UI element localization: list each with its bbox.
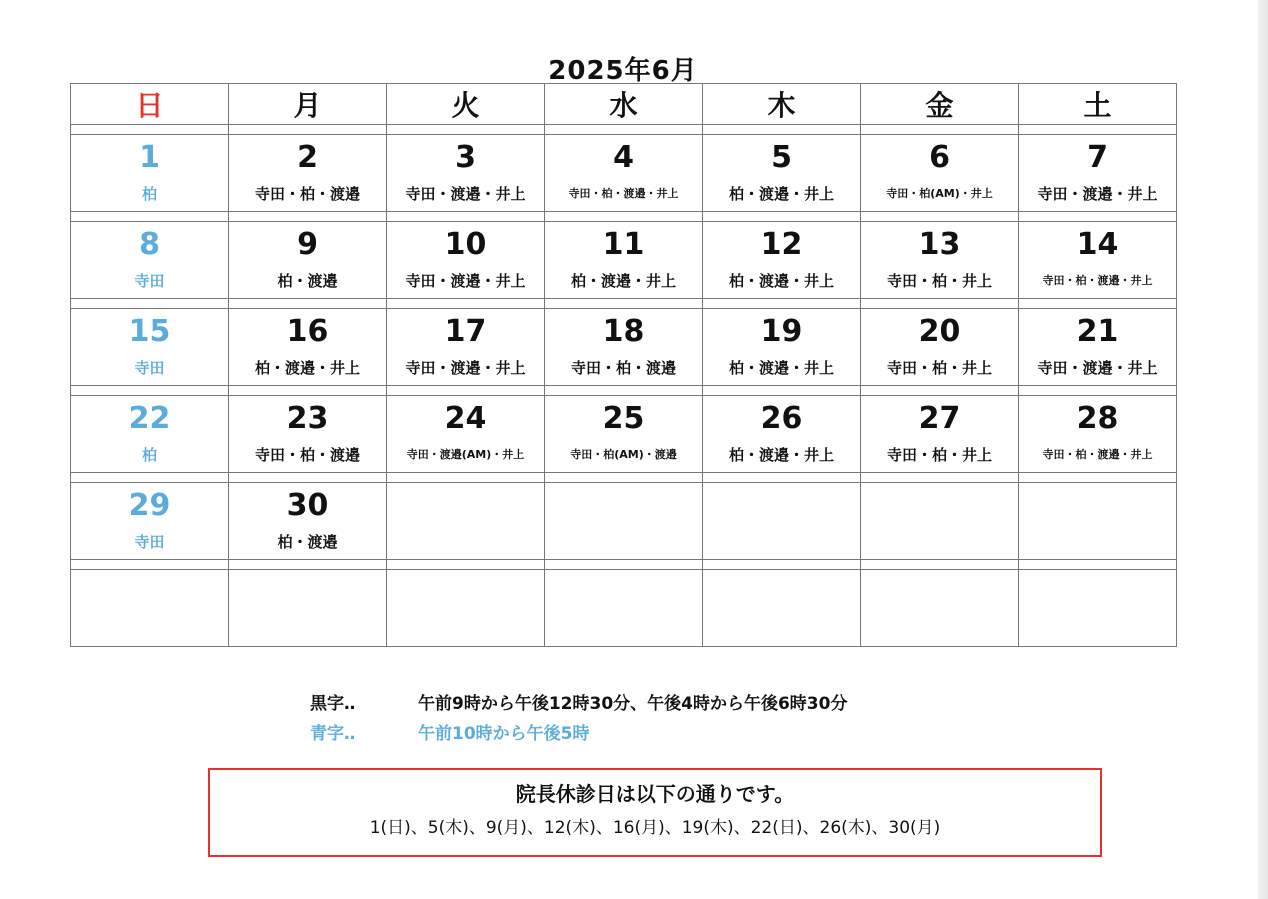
- day-number: 21: [1076, 314, 1119, 349]
- day-number: 5: [771, 140, 792, 175]
- day-cell: [387, 222, 545, 299]
- spacer-cell: [1019, 299, 1177, 309]
- spacer-cell: [1019, 212, 1177, 222]
- staff-names: 寺田: [134, 533, 165, 551]
- day-cell: [71, 222, 229, 299]
- staff-names: 寺田: [134, 359, 165, 377]
- spacer-cell: [861, 212, 1019, 222]
- spacer-cell: [545, 212, 703, 222]
- day-number: 29: [128, 488, 171, 523]
- day-number: 6: [929, 140, 950, 175]
- legend-black-text: 午前9時から午後12時30分、午後4時から午後6時30分: [418, 694, 848, 714]
- day-cell: [703, 135, 861, 212]
- week-row: [71, 483, 1177, 560]
- spacer-cell: [545, 473, 703, 483]
- day-cell: [703, 309, 861, 386]
- day-number: 26: [760, 401, 803, 436]
- spacer-cell: [387, 386, 545, 396]
- spacer-cell: [387, 473, 545, 483]
- week-row: [71, 135, 1177, 212]
- empty-cell: [71, 570, 229, 647]
- spacer-row: [71, 125, 1177, 135]
- weekday-header: 月: [229, 84, 387, 125]
- spacer-cell: [1019, 560, 1177, 570]
- week-row: [71, 396, 1177, 473]
- spacer-cell: [229, 299, 387, 309]
- spacer-cell: [703, 125, 861, 135]
- spacer-cell: [703, 386, 861, 396]
- day-number: 18: [602, 314, 645, 349]
- day-cell: [545, 483, 703, 560]
- staff-names: 柏・渡邉・井上: [728, 185, 834, 203]
- spacer-cell: [703, 473, 861, 483]
- day-cell: [1019, 222, 1177, 299]
- day-number: 17: [444, 314, 487, 349]
- day-cell: [545, 135, 703, 212]
- spacer-cell: [703, 212, 861, 222]
- spacer-cell: [229, 386, 387, 396]
- empty-cell: [229, 570, 387, 647]
- day-number: 15: [128, 314, 171, 349]
- staff-names: 寺田・渡邉・井上: [405, 272, 526, 290]
- spacer-cell: [861, 386, 1019, 396]
- spacer-cell: [1019, 125, 1177, 135]
- week-row: [71, 309, 1177, 386]
- spacer-cell: [545, 125, 703, 135]
- day-cell: [387, 135, 545, 212]
- day-cell: [703, 222, 861, 299]
- empty-cell: [703, 570, 861, 647]
- spacer-cell: [71, 386, 229, 396]
- weekday-header: 火: [387, 84, 545, 125]
- day-cell: [71, 396, 229, 473]
- day-cell: [71, 483, 229, 560]
- empty-cell: [1019, 570, 1177, 647]
- day-number: 9: [297, 227, 318, 262]
- staff-names: 寺田・渡邉・井上: [405, 185, 526, 203]
- calendar-title: 2025年6月: [548, 56, 698, 86]
- legend-blue: [310, 719, 590, 744]
- staff-names: 柏・渡邉: [277, 533, 338, 551]
- spacer-cell: [71, 125, 229, 135]
- day-cell: [703, 396, 861, 473]
- spacer-cell: [861, 560, 1019, 570]
- staff-names: 寺田・渡邉・井上: [1037, 185, 1158, 203]
- day-cell: [387, 483, 545, 560]
- spacer-cell: [229, 212, 387, 222]
- spacer-row: [71, 386, 1177, 396]
- spacer-cell: [861, 125, 1019, 135]
- day-number: 10: [444, 227, 487, 262]
- day-number: 16: [286, 314, 329, 349]
- week-row: [71, 222, 1177, 299]
- day-cell: [545, 396, 703, 473]
- spacer-cell: [703, 560, 861, 570]
- day-cell: [229, 222, 387, 299]
- day-number: 14: [1076, 227, 1119, 262]
- day-cell: [861, 483, 1019, 560]
- weekday-header: 水: [545, 84, 703, 125]
- day-number: 19: [760, 314, 803, 349]
- spacer-row: [71, 299, 1177, 309]
- day-number: 11: [602, 227, 645, 262]
- staff-names: 柏・渡邉・井上: [728, 359, 834, 377]
- legend-blue-label: 青字‥: [310, 724, 356, 744]
- spacer-row: [71, 212, 1177, 222]
- day-cell: [229, 135, 387, 212]
- day-number: 20: [918, 314, 961, 349]
- day-number: 24: [444, 401, 487, 436]
- spacer-cell: [1019, 473, 1177, 483]
- spacer-cell: [71, 299, 229, 309]
- day-cell: [545, 309, 703, 386]
- weekday-header: 金: [861, 84, 1019, 125]
- staff-names: 柏: [141, 185, 157, 203]
- day-number: 28: [1076, 401, 1119, 436]
- day-number: 8: [139, 227, 160, 262]
- spacer-cell: [545, 299, 703, 309]
- legend-blue-text: 午前10時から午後5時: [418, 724, 590, 744]
- day-cell: [71, 309, 229, 386]
- spacer-cell: [229, 125, 387, 135]
- spacer-cell: [71, 560, 229, 570]
- day-cell: [229, 309, 387, 386]
- day-number: 1: [139, 140, 160, 175]
- day-number: 13: [918, 227, 961, 262]
- weekday-header: 木: [703, 84, 861, 125]
- day-number: 4: [613, 140, 634, 175]
- day-number: 7: [1087, 140, 1108, 175]
- calendar-grid: [70, 83, 1177, 647]
- day-cell: [861, 396, 1019, 473]
- staff-names: 寺田・柏・井上: [886, 359, 992, 377]
- day-number: 30: [286, 488, 329, 523]
- spacer-cell: [71, 212, 229, 222]
- day-cell: [387, 396, 545, 473]
- staff-names: 寺田・柏・渡邉・井上: [568, 187, 679, 200]
- day-cell: [71, 135, 229, 212]
- staff-names: 柏・渡邉・井上: [254, 359, 360, 377]
- weekday-header-row: [71, 84, 1177, 125]
- staff-names: 寺田・渡邉(AM)・井上: [406, 448, 525, 461]
- staff-names: 柏・渡邉・井上: [728, 446, 834, 464]
- day-cell: [387, 309, 545, 386]
- staff-names: 寺田・柏・渡邉・井上: [1042, 448, 1153, 461]
- page-edge-shadow: [1258, 0, 1268, 899]
- staff-names: 寺田・柏・渡邉: [254, 185, 360, 203]
- day-cell: [861, 222, 1019, 299]
- weekday-header: 土: [1019, 84, 1177, 125]
- staff-names: 柏: [141, 446, 157, 464]
- day-cell: [1019, 483, 1177, 560]
- spacer-cell: [545, 560, 703, 570]
- day-cell: [861, 135, 1019, 212]
- legend-black-label: 黒字‥: [310, 694, 356, 714]
- empty-cell: [387, 570, 545, 647]
- weekday-header: 日: [71, 84, 229, 125]
- day-number: 23: [286, 401, 329, 436]
- spacer-cell: [229, 560, 387, 570]
- staff-names: 寺田・柏・井上: [886, 272, 992, 290]
- spacer-cell: [861, 299, 1019, 309]
- staff-names: 寺田・渡邉・井上: [1037, 359, 1158, 377]
- staff-names: 寺田・柏・渡邉・井上: [1042, 274, 1153, 287]
- spacer-cell: [71, 473, 229, 483]
- day-number: 25: [602, 401, 645, 436]
- empty-cell: [545, 570, 703, 647]
- staff-names: 寺田・柏(AM)・井上: [886, 187, 993, 200]
- day-number: 12: [760, 227, 803, 262]
- day-cell: [229, 396, 387, 473]
- spacer-cell: [861, 473, 1019, 483]
- day-cell: [1019, 309, 1177, 386]
- staff-names: 柏・渡邉・井上: [728, 272, 834, 290]
- staff-names: 寺田・柏・渡邉: [570, 359, 676, 377]
- day-number: 2: [297, 140, 318, 175]
- empty-week-row: [71, 570, 1177, 647]
- day-cell: [703, 483, 861, 560]
- staff-names: 寺田・柏・井上: [886, 446, 992, 464]
- spacer-cell: [229, 473, 387, 483]
- empty-cell: [861, 570, 1019, 647]
- day-cell: [545, 222, 703, 299]
- staff-names: 寺田・柏・渡邉: [254, 446, 360, 464]
- spacer-row: [71, 560, 1177, 570]
- spacer-row: [71, 473, 1177, 483]
- staff-names: 柏・渡邉: [277, 272, 338, 290]
- legend-black: [310, 689, 847, 714]
- day-cell: [1019, 396, 1177, 473]
- day-number: 3: [455, 140, 476, 175]
- spacer-cell: [1019, 386, 1177, 396]
- spacer-cell: [703, 299, 861, 309]
- staff-names: 寺田: [134, 272, 165, 290]
- day-cell: [229, 483, 387, 560]
- staff-names: 寺田・柏(AM)・渡邉: [570, 448, 677, 461]
- day-cell: [1019, 135, 1177, 212]
- day-cell: [861, 309, 1019, 386]
- spacer-cell: [387, 125, 545, 135]
- spacer-cell: [545, 386, 703, 396]
- closure-notice: [208, 768, 1102, 857]
- staff-names: 柏・渡邉・井上: [570, 272, 676, 290]
- staff-names: 寺田・渡邉・井上: [405, 359, 526, 377]
- spacer-cell: [387, 560, 545, 570]
- notice-heading: 院長休診日は以下の通りです。: [515, 782, 795, 806]
- spacer-cell: [387, 299, 545, 309]
- day-number: 22: [128, 401, 171, 436]
- spacer-cell: [387, 212, 545, 222]
- day-number: 27: [918, 401, 961, 436]
- notice-dates: 1(日)、5(木)、9(月)、12(木)、16(月)、19(木)、22(日)、26(木)、30(月): [369, 818, 941, 838]
